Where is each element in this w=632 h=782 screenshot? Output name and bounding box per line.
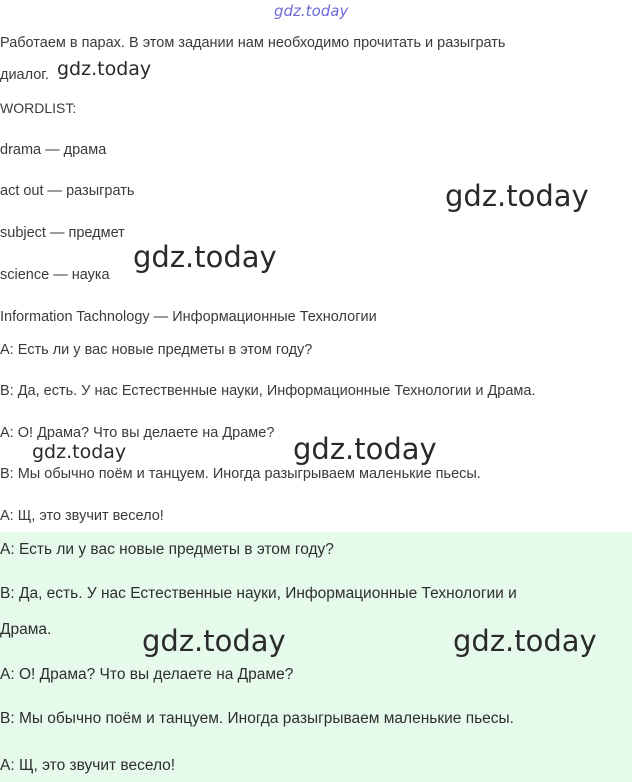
wordlist-item: Information Tachnology — Информационные Технологии xyxy=(0,309,377,325)
wordlist-item: act out — разыграть xyxy=(0,183,135,199)
answer-line: B: Мы обычно поём и танцуем. Иногда разыгрываем маленькие пьесы. xyxy=(0,710,514,727)
answer-line: A: Есть ли у вас новые предметы в этом году? xyxy=(0,541,334,558)
watermark: gdz.today xyxy=(142,624,286,658)
answer-line: Драма. xyxy=(0,621,52,638)
watermark: gdz.today xyxy=(445,179,589,213)
answer-line: B: Да, есть. У нас Естественные науки, Информационные Технологии и xyxy=(0,585,517,602)
dialogue-line: A: О! Драма? Что вы делаете на Драме? xyxy=(0,425,275,441)
wordlist-heading: WORDLIST: xyxy=(0,100,77,116)
watermark: gdz.today xyxy=(32,441,127,463)
answer-line: A: О! Драма? Что вы делаете на Драме? xyxy=(0,666,294,683)
dialogue-line: A: Щ, это звучит весело! xyxy=(0,508,164,524)
intro-line-1: Работаем в парах. В этом задании нам необходимо прочитать и разыграть xyxy=(0,35,506,51)
dialogue-line: B: Мы обычно поём и танцуем. Иногда разыгрываем маленькие пьесы. xyxy=(0,466,481,482)
watermark: gdz.today xyxy=(453,624,597,658)
wordlist-item: subject — предмет xyxy=(0,225,125,241)
wordlist-item: science — наука xyxy=(0,267,110,283)
watermark: gdz.today xyxy=(293,432,437,466)
intro-line-2: диалог. xyxy=(0,67,49,83)
watermark: gdz.today xyxy=(57,58,152,80)
dialogue-line: B: Да, есть. У нас Естественные науки, Информационные Технологии и Драма. xyxy=(0,383,536,399)
dialogue-line: A: Есть ли у вас новые предметы в этом году? xyxy=(0,342,313,358)
watermark-top: gdz.today xyxy=(274,2,349,20)
answer-line: A: Щ, это звучит весело! xyxy=(0,757,176,774)
watermark: gdz.today xyxy=(133,240,277,274)
wordlist-item: drama — драма xyxy=(0,142,107,158)
